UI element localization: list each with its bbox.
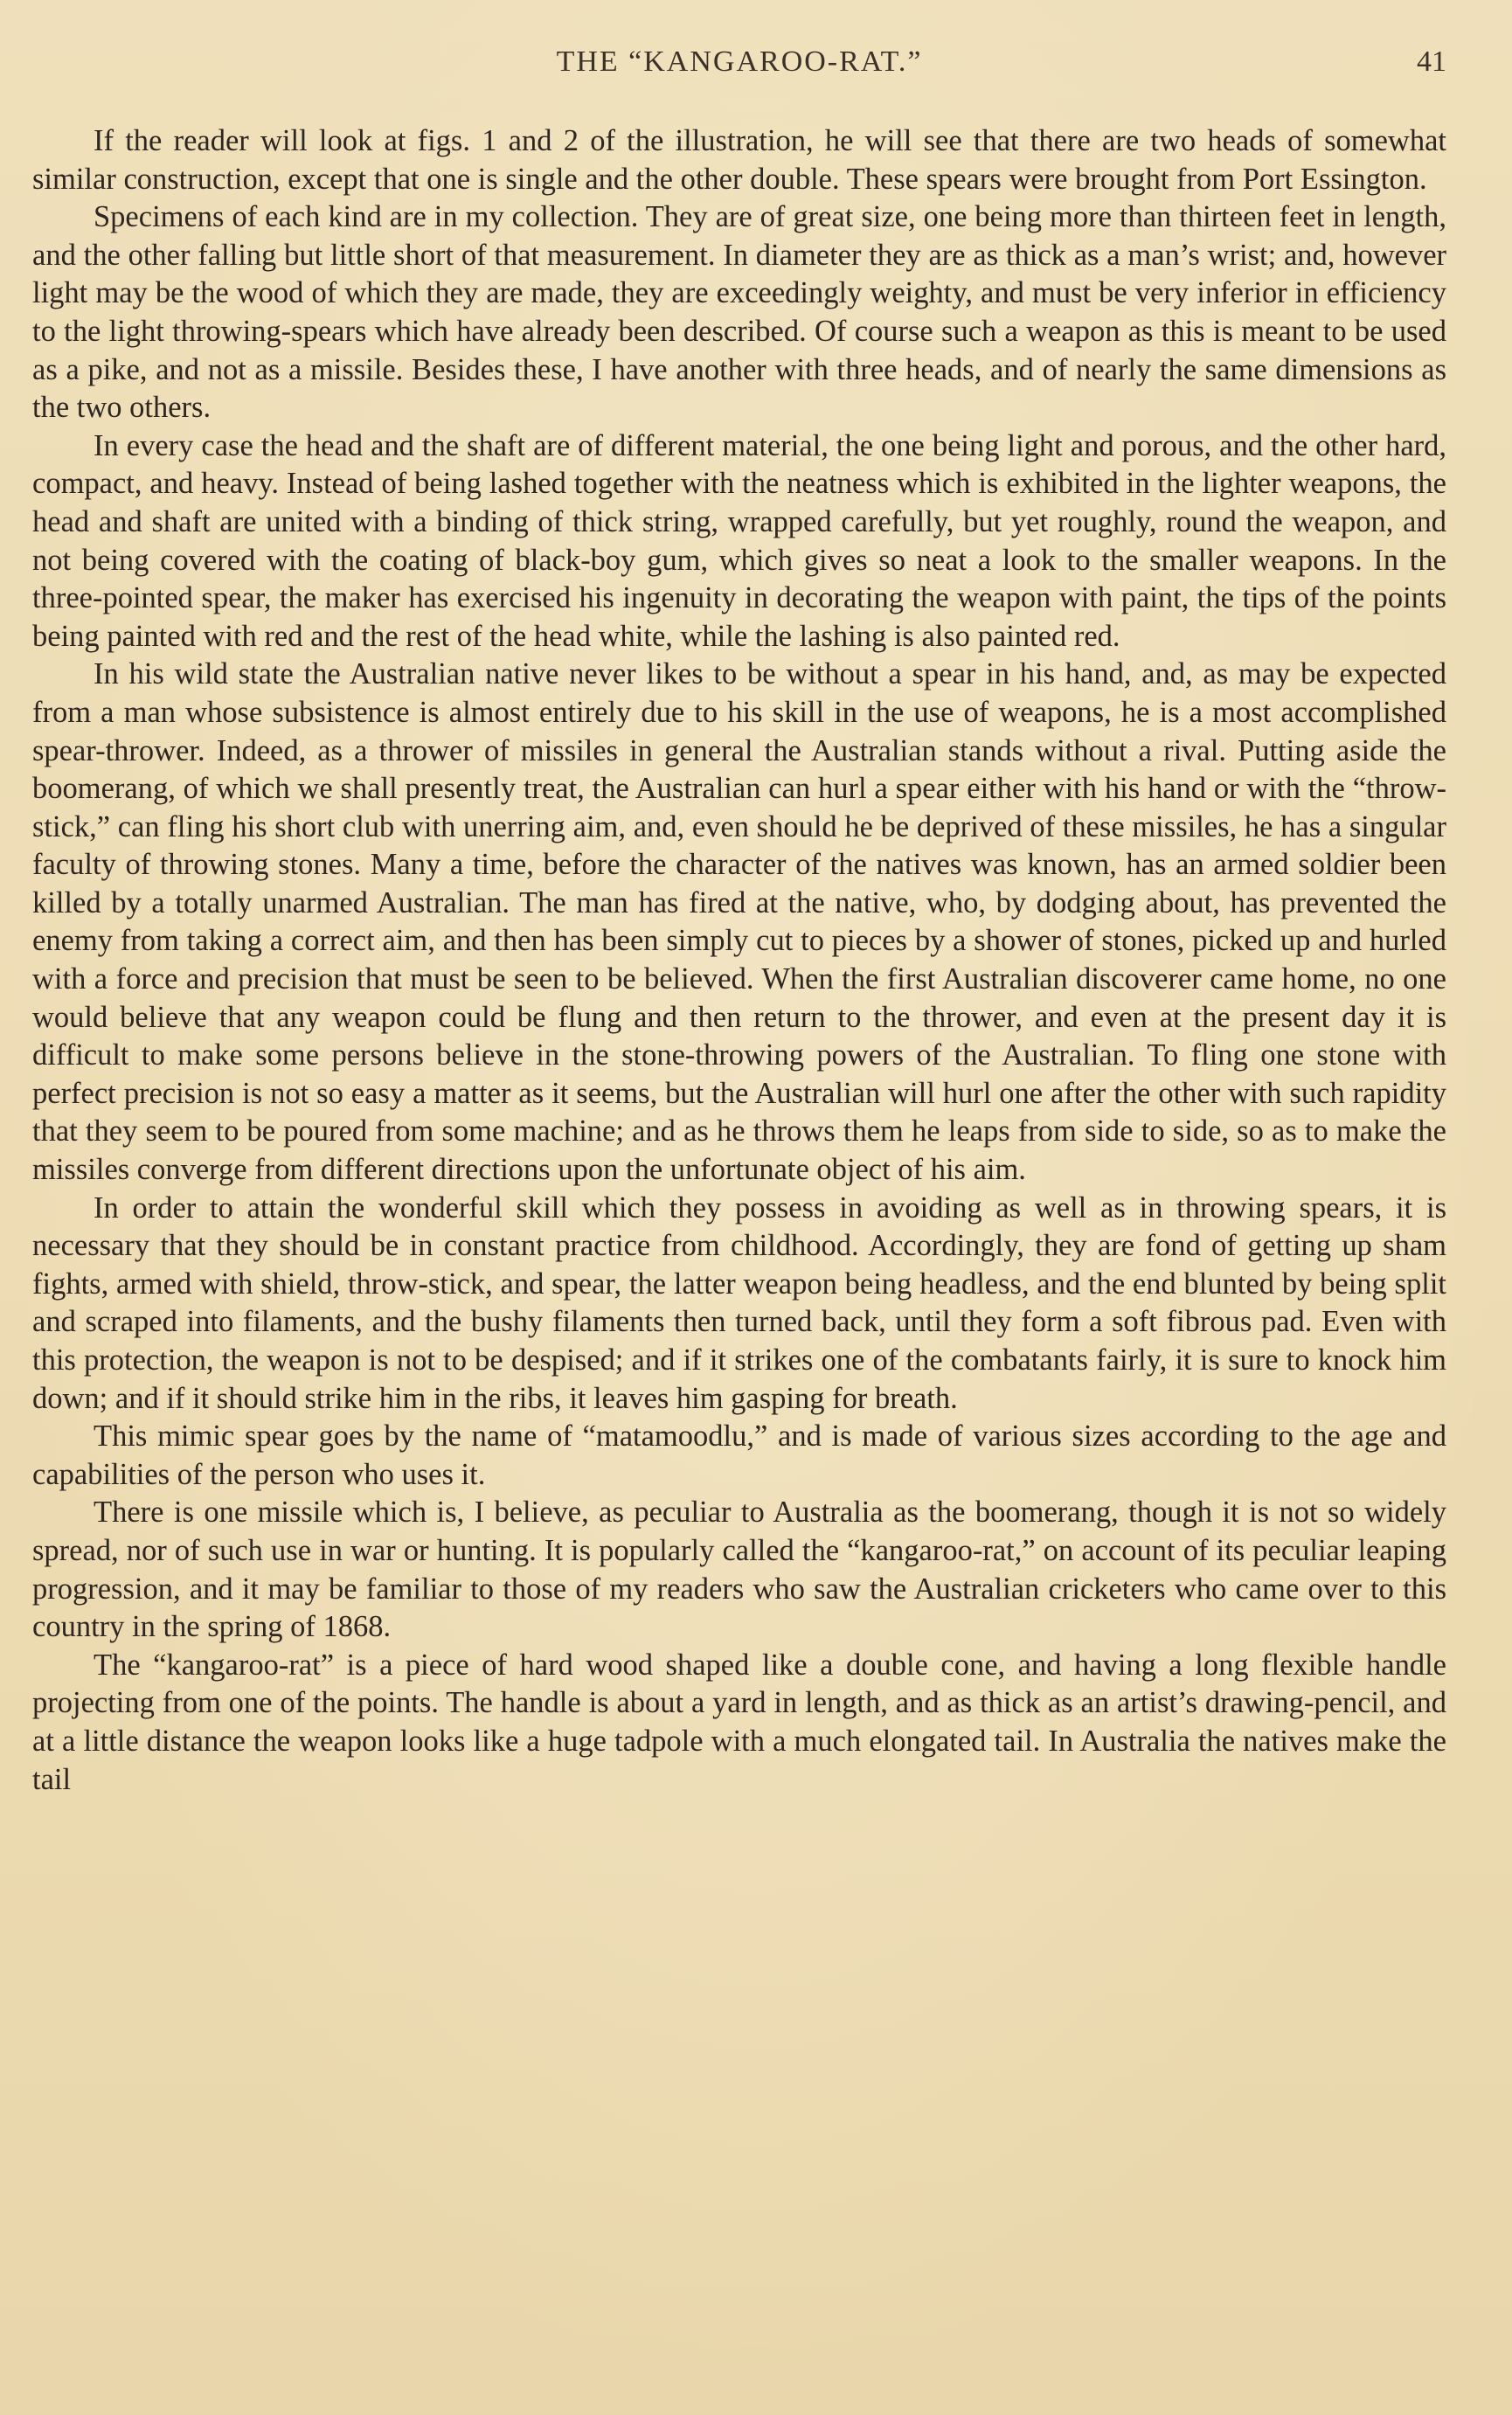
paragraph: Specimens of each kind are in my collection. They are of great size, one being more than thirteen feet in length, and the other falling but little short of that measurement. In diameter they are as thick as a man’s wrist; and, however light may be the wood of which they are made, they are exceedingly weighty, and must be very inferior in efficiency to the light throwing-spears which have already been described. Of course such a weapon as this is meant to be used as a pike, and not as a missile. Besides these, I have another with three heads, and of nearly the same dimensions as the two others.	[32, 200, 1446, 425]
paragraph: In his wild state the Australian native never likes to be without a spear in his hand, and, as may be expected from a man whose subsistence is almost entirely due to his skill in the use of weapons, he is a most accomplished spear-thrower. Indeed, as a thrower of missiles in general the Australian stands without a rival. Putting aside the boomerang, of which we shall presently treat, the Australian can hurl a spear either with his hand or with the “throw-stick,” can fling his short club with unerring aim, and, even should he be deprived of these missiles, he has a singular faculty of throwing stones. Many a time, before the character of the natives was known, has an armed soldier been killed by a totally unarmed Australian. The man has fired at the native, who, by dodging about, has prevented the enemy from taking a correct aim, and then has been simply cut to pieces by a shower of stones, picked up and hurled with a force and precision that must be seen to be believed. When the first Australian discoverer came home, no one would believe that any weapon could be flung and then return to the thrower, and even at the present day it is difficult to make some persons believe in the stone-throwing powers of the Australian. To fling one stone with perfect precision is not so easy a matter as it seems, but the Australian will hurl one after the other with such rapidity that they seem to be poured from some machine; and as he throws them he leaps from side to side, so as to make the missiles converge from different directions upon the unfortunate object of his aim.	[32, 657, 1446, 1187]
paragraph: In every case the head and the shaft are of different material, the one being light and porous, and the other hard, compact, and heavy. Instead of being lashed together with the neatness which is exhibited in the lighter weapons, the head and shaft are united with a binding of thick string, wrapped carefully, but yet roughly, round the weapon, and not being covered with the coating of black-boy gum, which gives so neat a look to the smaller weapons. In the three-pointed spear, the maker has exercised his ingenuity in decorating the weapon with paint, the tips of the points being painted with red and the rest of the head white, while the lashing is also painted red.	[32, 428, 1446, 653]
body-text	[32, 122, 1446, 1799]
running-title: THE “KANGAROO-RAT.”	[556, 45, 923, 78]
paragraph: This mimic spear goes by the name of “matamoodlu,” and is made of various sizes according to the age and capabilities of the person who uses it.	[32, 1419, 1446, 1491]
paragraph: In order to attain the wonderful skill which they possess in avoiding as well as in throwing spears, it is necessary that they should be in constant practice from childhood. Accordingly, they are fond of getting up sham fights, armed with shield, throw-stick, and spear, the latter weapon being headless, and the end blunted by being split and scraped into filaments, and the bushy filaments then turned back, until they form a soft fibrous pad. Even with this protection, the weapon is not to be despised; and if it strikes one of the combatants fairly, it is sure to knock him down; and if it should strike him in the ribs, it leaves him gasping for breath.	[32, 1190, 1446, 1415]
paragraph: There is one missile which is, I believe, as peculiar to Australia as the boomerang, though it is not so widely spread, nor of such use in war or hunting. It is popularly called the “kangaroo-rat,” on account of its peculiar leaping progression, and it may be familiar to those of my readers who saw the Australian cricketers who came over to this country in the spring of 1868.	[32, 1495, 1446, 1644]
running-head	[32, 45, 1446, 93]
page-number: 41	[1417, 45, 1446, 78]
paragraph: The “kangaroo-rat” is a piece of hard wood shaped like a double cone, and having a long flexible handle projecting from one of the points. The handle is about a yard in length, and as thick as an artist’s drawing-pencil, and at a little distance the weapon looks like a huge tadpole with a much elongated tail. In Australia the natives make the tail	[32, 1648, 1446, 1796]
paragraph: If the reader will look at figs. 1 and 2 of the illustration, he will see that there are two heads of somewhat similar construction, except that one is single and the other double. These spears were brought from Port Essington.	[32, 124, 1446, 196]
